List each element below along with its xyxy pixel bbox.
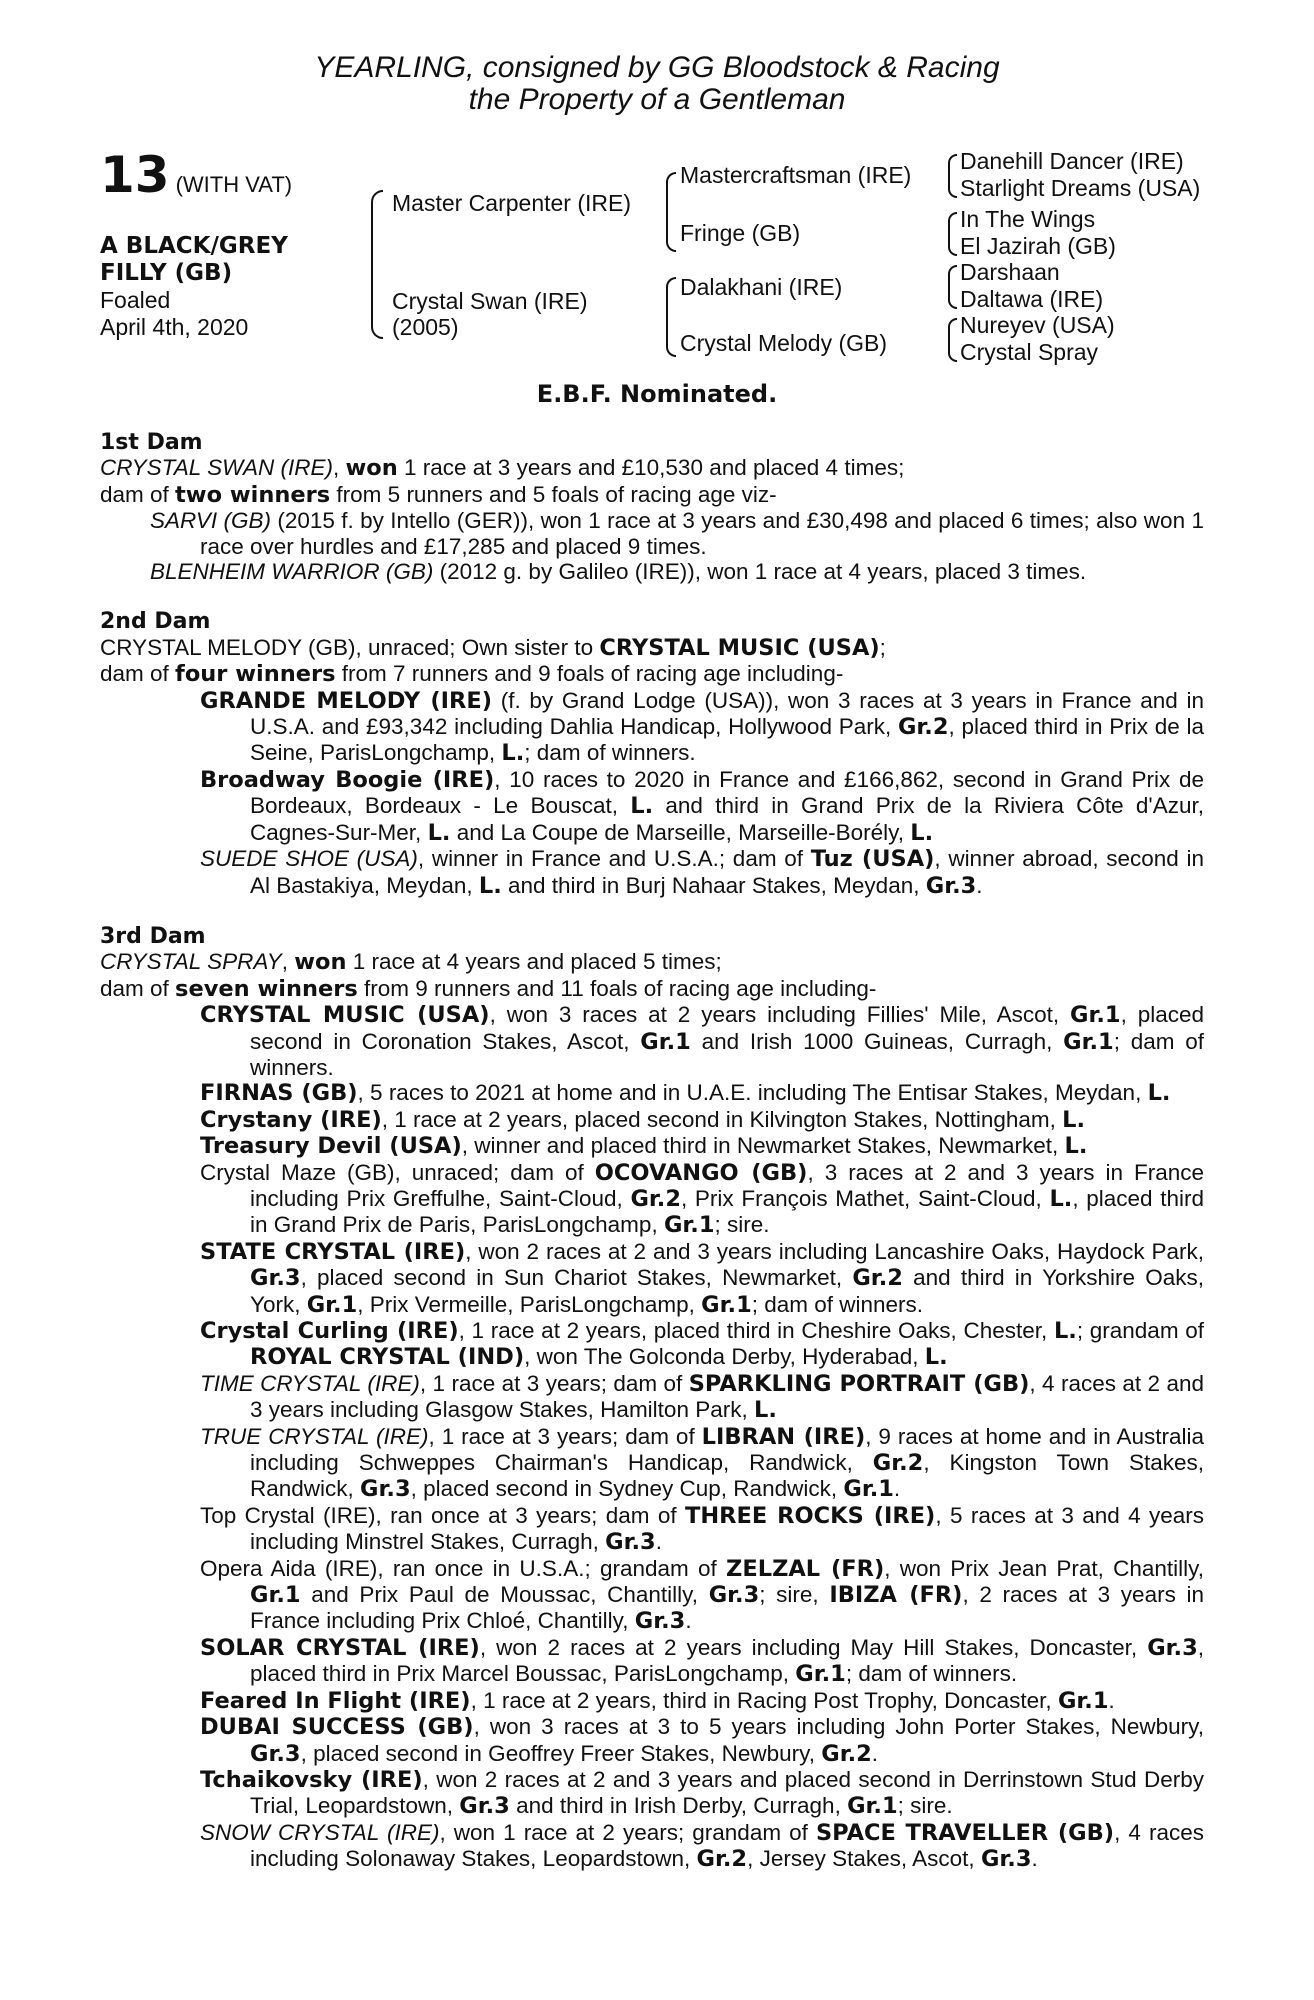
- text-run: and third in Irish Derby, Curragh,: [509, 1793, 848, 1819]
- bold-run: four winners: [175, 661, 336, 688]
- produce-record: [100, 430, 1204, 1873]
- italic-run: BLENHEIM WARRIOR (GB): [150, 559, 434, 585]
- pedigree-ds-dam: Daltawa (IRE): [960, 286, 1104, 312]
- bold-run: Gr.1: [306, 1291, 358, 1318]
- horse-description: [100, 233, 288, 341]
- pedigree-brace-sd: [948, 212, 957, 256]
- pedigree-dam-year: (2005): [392, 314, 459, 340]
- bold-run: Gr.3: [1147, 1634, 1198, 1661]
- pedigree-entry: [100, 1767, 1204, 1820]
- bold-run: Treasury Devil (USA): [200, 1133, 462, 1160]
- pedigree-entry: [100, 1002, 1204, 1080]
- horse-name-line2: FILLY (GB): [100, 260, 233, 286]
- bold-run: ROYAL CRYSTAL (IND): [250, 1344, 525, 1371]
- bold-run: Tchaikovsky (IRE): [200, 1766, 423, 1793]
- text-run: , won The Golconda Derby, Hyderabad,: [524, 1344, 925, 1370]
- text-run: ; grandam of: [1076, 1318, 1205, 1343]
- text-run: , placed third in Grand Prix de Paris, ParisLongchamp,: [250, 1185, 1204, 1238]
- text-run: and third in Burj Nahaar Stakes, Meydan,: [501, 872, 926, 898]
- bold-run: Gr.2: [630, 1185, 681, 1212]
- bold-run: L.: [630, 793, 654, 820]
- text-run: , placed second in Geoffrey Freer Stakes, Newbury,: [300, 1740, 822, 1766]
- bold-run: two winners: [175, 481, 331, 508]
- text-run: , won 2 races at 2 years including May Hill Stakes, Doncaster,: [479, 1634, 1148, 1660]
- italic-run: TIME CRYSTAL (IRE): [200, 1370, 420, 1396]
- pedigree-entry: [100, 482, 1204, 508]
- foaled-date: April 4th, 2020: [100, 314, 249, 340]
- text-run: dam of: [100, 481, 176, 507]
- bold-run: Gr.3: [708, 1582, 760, 1609]
- bold-run: Broadway Boogie (IRE): [200, 766, 495, 793]
- lot-number: 13: [100, 146, 170, 204]
- pedigree-ds-sire: Darshaan: [960, 259, 1060, 285]
- bold-run: won: [345, 455, 398, 482]
- text-run: , 1 race at 3 years; dam of: [419, 1370, 689, 1396]
- text-run: , 2 races at 3 years in France including Prix Chloé, Chantilly,: [250, 1582, 1204, 1634]
- pedigree-entry: [100, 1635, 1204, 1688]
- text-run: Opera Aida (IRE), ran once in U.S.A.; grandam of: [200, 1555, 727, 1581]
- pedigree-sire-sire: Mastercraftsman (IRE): [680, 162, 912, 188]
- lot-header: [0, 52, 1314, 116]
- pedigree-entry: [100, 661, 1204, 687]
- text-run: , 5 races to 2021 at home and in U.A.E. including The Entisar Stakes, Meydan,: [357, 1080, 1148, 1106]
- text-run: Crystal Maze (GB), unraced; dam of: [200, 1159, 595, 1185]
- pedigree-entry: [100, 1080, 1204, 1106]
- pedigree-entry: [100, 1371, 1204, 1424]
- bold-run: Gr.3: [250, 1740, 301, 1767]
- text-run: .: [976, 872, 983, 898]
- pedigree-entry: [100, 846, 1204, 899]
- text-run: from 9 runners and 11 foals of racing age including-: [357, 975, 877, 1001]
- bold-run: L.: [501, 740, 525, 767]
- pedigree-entry: [100, 949, 1204, 975]
- text-run: ; sire,: [759, 1582, 830, 1608]
- dam-section-title: 2nd Dam: [100, 609, 211, 635]
- bold-run: L.: [427, 819, 451, 846]
- bold-run: Crystal Curling (IRE): [200, 1318, 459, 1344]
- text-run: , Prix Vermeille, ParisLongchamp,: [357, 1291, 702, 1317]
- text-run: ; sire.: [714, 1212, 770, 1238]
- text-run: , Kingston Town Stakes, Randwick,: [250, 1450, 1204, 1502]
- text-run: , placed third in Prix Marcel Boussac, ParisLongchamp,: [250, 1634, 1205, 1687]
- bold-run: Gr.1: [795, 1661, 846, 1688]
- pedigree-brace-sire: [666, 172, 676, 252]
- bold-run: STATE CRYSTAL (IRE): [200, 1238, 466, 1265]
- bold-run: seven winners: [175, 975, 358, 1002]
- pedigree-sd-dam: El Jazirah (GB): [960, 233, 1116, 259]
- bold-run: LIBRAN (IRE): [701, 1423, 866, 1450]
- text-run: .: [655, 1529, 662, 1555]
- bold-run: Gr.1: [250, 1582, 301, 1609]
- pedigree-entry: [100, 635, 1204, 661]
- pedigree-entry: [100, 1688, 1204, 1714]
- pedigree-entry: [100, 976, 1204, 1002]
- bold-run: FIRNAS (GB): [200, 1080, 358, 1107]
- text-run: ; dam of winners.: [751, 1291, 924, 1317]
- text-run: , won 3 races at 2 years including Fillies' Mile, Ascot,: [489, 1002, 1071, 1028]
- pedigree-ss-sire: Danehill Dancer (IRE): [960, 148, 1184, 174]
- text-run: .: [893, 1476, 901, 1502]
- text-run: , Jersey Stakes, Ascot,: [747, 1846, 981, 1872]
- lot-vat-note: (WITH VAT): [175, 172, 293, 197]
- pedigree-sire: Master Carpenter (IRE): [392, 190, 632, 216]
- pedigree-brace-gen1: [371, 190, 383, 339]
- bold-run: CRYSTAL MUSIC (USA): [200, 1002, 490, 1029]
- bold-run: L.: [1053, 1318, 1077, 1344]
- italic-run: SNOW CRYSTAL (IRE): [200, 1819, 440, 1845]
- italic-run: TRUE CRYSTAL (IRE): [200, 1423, 429, 1449]
- pedigree-brace-dam: [666, 277, 676, 357]
- text-run: .: [685, 1608, 692, 1634]
- pedigree-brace-dd: [948, 318, 957, 362]
- text-run: ; dam of winners.: [250, 1028, 1204, 1080]
- italic-run: CRYSTAL SWAN (IRE): [100, 455, 333, 481]
- text-run: , 1 race at 2 years, third in Racing Post Trophy, Doncaster,: [470, 1687, 1058, 1713]
- bold-run: Gr.1: [1063, 1028, 1114, 1055]
- pedigree-entry: [100, 559, 1204, 584]
- text-run: (2012 g. by Galileo (IRE)), won 1 race at 4 years, placed 3 times.: [433, 559, 1087, 585]
- bold-run: Gr.3: [925, 872, 977, 899]
- bold-run: Gr.3: [459, 1793, 510, 1820]
- text-run: 1 race at 4 years and placed 5 times;: [346, 949, 722, 975]
- italic-run: SUEDE SHOE (USA): [200, 846, 418, 872]
- pedigree-entry: [100, 1556, 1204, 1635]
- pedigree-entry: [100, 1107, 1204, 1133]
- text-run: , placed second in Coronation Stakes, Ascot,: [250, 1002, 1205, 1054]
- bold-run: Gr.2: [852, 1265, 903, 1292]
- italic-run: CRYSTAL SPRAY: [100, 949, 282, 975]
- bold-run: L.: [1064, 1133, 1088, 1160]
- text-run: , 4 races at 2 and 3 years including Glasgow Stakes, Hamilton Park,: [250, 1370, 1204, 1423]
- bold-run: L.: [1062, 1106, 1086, 1133]
- text-run: , 10 races to 2020 in France and £166,862, second in Grand Prix de Bordeaux, Bordeaux - Le Bouscat,: [250, 766, 1204, 819]
- bold-run: Gr.1: [1070, 1002, 1121, 1029]
- pedigree-entry: [100, 1424, 1204, 1503]
- pedigree-entry: [100, 688, 1204, 767]
- bold-run: Gr.2: [821, 1740, 872, 1767]
- text-run: .: [871, 1740, 879, 1766]
- text-run: , Prix François Mathet, Saint-Cloud,: [681, 1185, 1050, 1211]
- text-run: dam of: [100, 975, 176, 1001]
- text-run: and Prix Paul de Moussac, Chantilly,: [300, 1582, 709, 1608]
- pedigree-entry: [100, 1239, 1204, 1318]
- bold-run: SPARKLING PORTRAIT (GB): [688, 1370, 1030, 1397]
- bold-run: Gr.3: [980, 1846, 1032, 1873]
- text-run: (2015 f. by Intello (GER)), won 1 race at 3 years and £30,498 and placed 6 times; also won 1 race over hurdles and £17,285 and placed 9 times.: [200, 508, 1204, 559]
- text-run: ; sire.: [897, 1793, 953, 1819]
- bold-run: L.: [753, 1397, 777, 1424]
- pedigree-dd-sire: Nureyev (USA): [960, 312, 1115, 338]
- text-run: ,: [332, 455, 346, 481]
- bold-run: SOLAR CRYSTAL (IRE): [200, 1634, 480, 1661]
- pedigree-entry: [100, 508, 1204, 559]
- pedigree-entry: [100, 455, 1204, 481]
- header-consignor-line: YEARLING, consigned by GG Bloodstock & Racing: [314, 51, 1000, 84]
- bold-run: L.: [910, 819, 934, 846]
- text-run: .: [1108, 1687, 1115, 1713]
- bold-run: IBIZA (FR): [829, 1582, 963, 1609]
- bold-run: Feared In Flight (IRE): [200, 1687, 471, 1714]
- dam-section-title: 1st Dam: [100, 430, 203, 455]
- bold-run: L.: [1049, 1185, 1073, 1212]
- text-run: , winner and placed third in Newmarket Stakes, Newmarket,: [461, 1133, 1065, 1159]
- bold-run: OCOVANGO (GB): [594, 1159, 808, 1186]
- bold-run: DUBAI SUCCESS (GB): [200, 1714, 474, 1741]
- bold-run: CRYSTAL MUSIC (USA): [599, 634, 880, 661]
- bold-run: SPACE TRAVELLER (GB): [815, 1819, 1115, 1846]
- pedigree-entry: [100, 1318, 1204, 1371]
- bold-run: L.: [1147, 1080, 1171, 1107]
- text-run: , placed second in Sun Chariot Stakes, Newmarket,: [300, 1265, 853, 1291]
- text-run: , placed second in Sydney Cup, Randwick,: [410, 1476, 844, 1502]
- text-run: 1 race at 3 years and £10,530 and placed 4 times;: [397, 455, 905, 481]
- bold-run: Gr.3: [250, 1265, 301, 1292]
- bold-run: Gr.3: [634, 1608, 686, 1635]
- text-run: dam of: [100, 661, 176, 687]
- text-run: , 1 race at 2 years, placed second in Kilvington Stakes, Nottingham,: [381, 1106, 1063, 1132]
- bold-run: Gr.2: [696, 1846, 748, 1873]
- text-run: .: [1031, 1846, 1038, 1872]
- text-run: and third in Grand Prix de la Riviera Côte d'Azur, Cagnes-Sur-Mer,: [250, 793, 1204, 845]
- text-run: from 5 runners and 5 foals of racing age viz-: [330, 481, 777, 507]
- pedigree-brace-ss: [948, 154, 957, 198]
- bold-run: Gr.1: [640, 1028, 691, 1055]
- bold-run: Tuz (USA): [810, 846, 935, 873]
- text-run: and Irish 1000 Guineas, Curragh,: [690, 1028, 1064, 1054]
- text-run: and La Coupe de Marseille, Marseille-Borély,: [450, 819, 911, 845]
- pedigree-dam-sire: Dalakhani (IRE): [680, 274, 843, 300]
- text-run: (f. by Grand Lodge (USA)), won 3 races at 3 years in France and in U.S.A. and £93,342 including Dahlia Handicap, Hollywood Park,: [250, 687, 1204, 740]
- bold-run: L.: [478, 872, 502, 899]
- text-run: ,: [281, 949, 295, 975]
- lot-number-block: [100, 146, 293, 204]
- text-run: from 7 runners and 9 foals of racing age including-: [335, 661, 844, 687]
- bold-run: GRANDE MELODY (IRE): [200, 687, 493, 714]
- bold-run: Gr.1: [701, 1291, 752, 1318]
- text-run: , 5 races at 3 and 4 years including Minstrel Stakes, Curragh,: [250, 1502, 1204, 1555]
- pedigree-dam-dam: Crystal Melody (GB): [680, 330, 888, 356]
- dam-section-title: 3rd Dam: [100, 923, 206, 949]
- bold-run: ZELZAL (FR): [726, 1555, 885, 1582]
- bold-run: Gr.3: [605, 1529, 656, 1556]
- dam-section: [100, 924, 1204, 1873]
- text-run: Top Crystal (IRE), ran once at 3 years; dam of: [200, 1502, 685, 1528]
- pedigree-sire-dam: Fringe (GB): [680, 220, 801, 246]
- bold-run: Gr.3: [360, 1476, 411, 1503]
- text-run: CRYSTAL MELODY (GB), unraced; Own sister to: [100, 634, 600, 660]
- text-run: , 9 races at home and in Australia including Schweppes Chairman's Handicap, Randwick,: [250, 1423, 1204, 1476]
- pedigree-entry: [100, 1820, 1204, 1873]
- text-run: , won 2 races at 2 and 3 years including Lancashire Oaks, Haydock Park,: [465, 1238, 1204, 1264]
- bold-run: won: [294, 949, 347, 976]
- text-run: , won 3 races at 3 to 5 years including John Porter Stakes, Newbury,: [473, 1714, 1204, 1740]
- text-run: , placed third in Prix de la Seine, ParisLongchamp,: [250, 714, 1204, 766]
- text-run: , winner in France and U.S.A.; dam of: [417, 846, 811, 872]
- pedigree-brace-ds: [948, 265, 957, 309]
- text-run: , winner abroad, second in Al Bastakiya, Meydan,: [250, 846, 1204, 898]
- bold-run: L.: [924, 1344, 948, 1371]
- text-run: , won 2 races at 2 and 3 years and placed second in Derrinstown Stud Derby Trial, Leopardstown,: [250, 1766, 1204, 1819]
- bold-run: THREE ROCKS (IRE): [684, 1502, 936, 1529]
- foaled-label: Foaled: [100, 287, 171, 313]
- pedigree-entry: [100, 1160, 1204, 1239]
- pedigree-entry: [100, 1714, 1204, 1767]
- text-run: , 1 race at 2 years, placed third in Cheshire Oaks, Chester,: [458, 1318, 1054, 1343]
- dam-section: [100, 609, 1204, 898]
- text-run: , 1 race at 3 years; dam of: [428, 1423, 702, 1449]
- bold-run: Gr.2: [872, 1450, 924, 1477]
- italic-run: SARVI (GB): [150, 508, 271, 534]
- text-run: ;: [879, 634, 886, 660]
- text-run: ; dam of winners.: [845, 1661, 1018, 1687]
- text-run: , won 1 race at 2 years; grandam of: [439, 1819, 816, 1845]
- pedigree-dam: Crystal Swan (IRE): [392, 288, 588, 314]
- text-run: and third in Yorkshire Oaks, York,: [250, 1265, 1205, 1317]
- pedigree-dd-dam: Crystal Spray: [960, 339, 1099, 365]
- text-run: , 4 races including Solonaway Stakes, Leopardstown,: [250, 1819, 1204, 1872]
- bold-run: Gr.1: [1057, 1687, 1109, 1714]
- horse-name-line1: A BLACK/GREY: [100, 233, 288, 259]
- text-run: , 3 races at 2 and 3 years in France including Prix Greffulhe, Saint-Cloud,: [250, 1159, 1205, 1211]
- dam-section: [100, 430, 1204, 584]
- pedigree-entry: [100, 1133, 1204, 1159]
- pedigree-entry: [100, 767, 1204, 846]
- header-property-line: the Property of a Gentleman: [468, 83, 846, 116]
- pedigree-entry: [100, 1503, 1204, 1556]
- text-run: ; dam of winners.: [524, 740, 696, 766]
- bold-run: Gr.1: [843, 1476, 894, 1503]
- bold-run: Gr.1: [663, 1212, 715, 1239]
- bold-run: Crystany (IRE): [200, 1106, 382, 1133]
- pedigree-ss-dam: Starlight Dreams (USA): [960, 175, 1201, 201]
- pedigree-sd-sire: In The Wings: [960, 206, 1096, 232]
- text-run: , won Prix Jean Prat, Chantilly,: [884, 1555, 1204, 1581]
- bold-run: Gr.1: [847, 1793, 898, 1820]
- ebf-nominated: E.B.F. Nominated.: [536, 380, 778, 408]
- bold-run: Gr.2: [897, 714, 949, 741]
